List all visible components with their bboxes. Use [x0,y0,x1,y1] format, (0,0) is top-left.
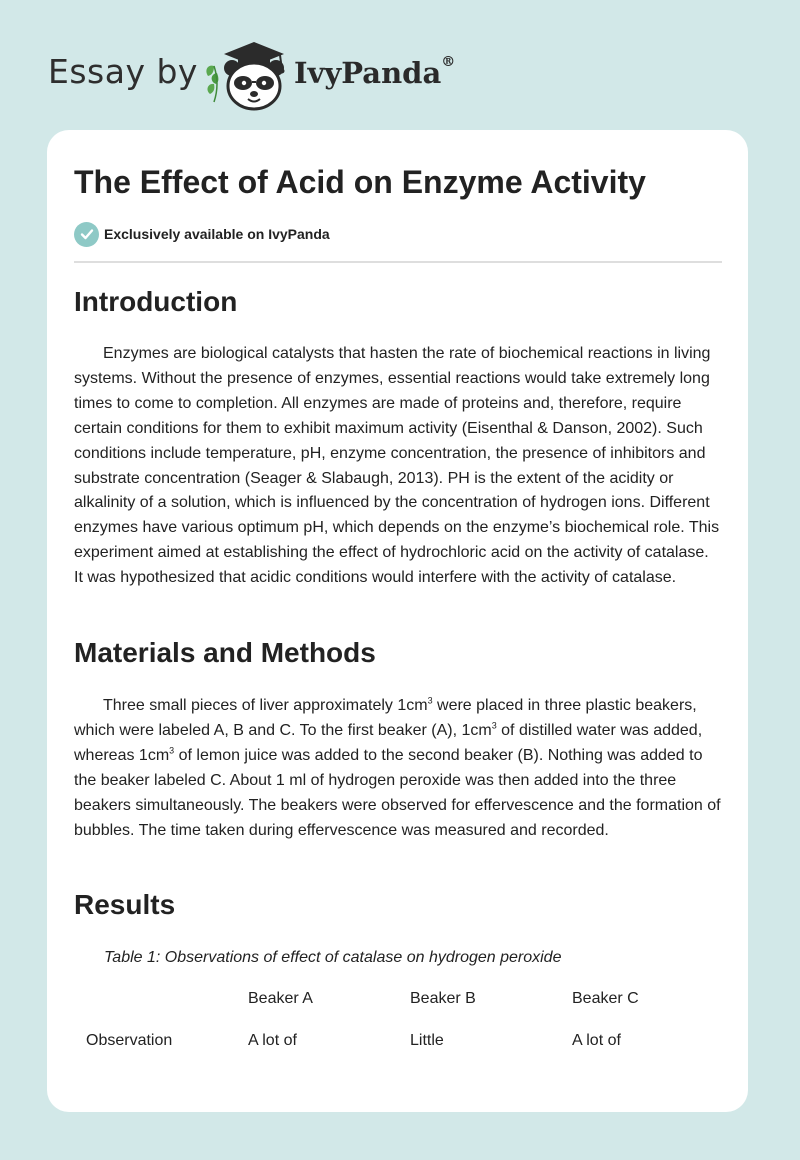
title-divider [74,261,722,263]
table-header-cell [74,978,236,1020]
exclusive-badge [74,221,330,247]
site-header [48,34,468,114]
table-cell: Observation [86,1032,173,1049]
section-heading-methods: Materials and Methods [74,637,376,668]
panda-logo-icon[interactable] [202,36,292,112]
table-header-cell: Beaker A [248,990,313,1007]
section-heading-introduction: Introduction [74,286,238,317]
table-header-cell: Beaker C [572,990,639,1007]
check-icon [74,222,99,247]
results-table [74,978,722,1062]
badge-text: Exclusively available on IvyPanda [104,226,330,242]
table-header-cell: Beaker B [410,990,476,1007]
article-card [47,130,748,1112]
introduction-paragraph: Enzymes are biological catalysts that hasten the rate of biochemical reactions in living systems. Without the presence of enzymes, essential reactions would take extremely long times to come to completion. All enzymes are made of proteins and, therefore, require certain conditions for them to exhibit maximum activity (Eisenthal & Danson, 2002). Such conditions include temperature, pH, enzyme concentration, the presence of inhibitors and substrate concentration (Seager & Slabaugh, 2013). PH is the extent of the acidity or alkalinity of a solution, which is influenced by the concentration of hydrogen ions. Different enzymes have various optimum pH, which depends on the enzyme’s biochemical role. This experiment aimed at establishing the effect of hydrochloric acid on the activity of catalase. It was hypothesized that acidic conditions would interfere with the activity of catalase. [74,345,720,587]
brand-name[interactable]: IvyPanda® [294,54,456,90]
page-title: The Effect of Acid on Enzyme Activity [74,164,646,200]
section-heading-results: Results [74,889,176,920]
table-cell: A lot of [572,1032,621,1049]
table-row [74,1020,722,1062]
methods-paragraph: Three small pieces of liver approximately $1cm^3$ were placed in three plastic beakers, which were labeled A, B and C. To the first beaker (A), $1cm^3$ of distilled water was added, whereas $1cm^3$ of lemon juice was added to the second beaker (B). Nothing was added to the beaker labeled C. About 1 ml of hydrogen peroxide was then added into the three beakers simultaneously. The beakers were observed for effervescence and the formation of bubbles. The time taken during effervescence was measured and recorded. [74,695,721,839]
table-header-row [74,978,722,1020]
table-cell: A lot of [248,1032,297,1049]
table-caption: Table 1: Observations of effect of catalase on hydrogen peroxide [104,949,562,966]
table-cell: Little [410,1032,444,1049]
brand-prefix: Essay by [48,52,198,91]
